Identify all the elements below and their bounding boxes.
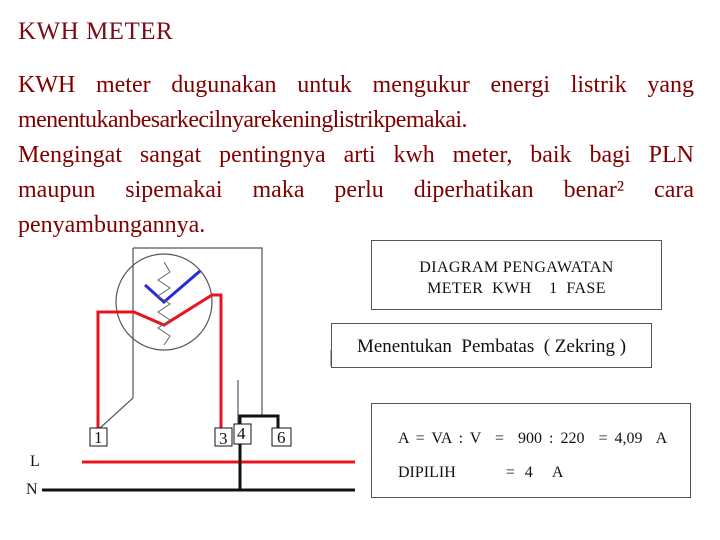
terminal-3-label: 3 (219, 429, 228, 448)
calculation-box (371, 403, 691, 498)
paragraph-line-4: maupun sipemakai maka perlu diperhatikan benar² cara (18, 177, 694, 203)
terminal-block (90, 424, 291, 446)
terminal-6-label: 6 (277, 428, 286, 447)
fuse-text: Menentukan Pembatas ( Zekring ) (356, 336, 627, 357)
fuse-box (331, 323, 652, 368)
calculation-result: DIPILIH = 4 A (398, 464, 564, 481)
live-line-label: L (30, 453, 40, 470)
terminal-1-label: 1 (94, 428, 103, 447)
terminal-4-label: 4 (237, 424, 246, 443)
diagram-title-line-1: DIAGRAM PENGAWATAN (419, 259, 614, 276)
black-wiring (42, 416, 355, 490)
coil (145, 262, 200, 345)
paragraph-line-2: menentukanbesarkecilnyarekeninglistrikpemakai. (18, 107, 467, 133)
diagram-title-line-2: METER KWH 1 FASE (427, 280, 606, 297)
paragraph-line-3: Mengingat sangat pentingnya arti kwh meter, baik bagi PLN (18, 142, 694, 168)
calculation-formula: A = VA : V = 900 : 220 = 4,09 A (398, 430, 668, 447)
page-title: KWH METER (18, 18, 174, 45)
paragraph-line-1: KWH meter dugunakan untuk mengukur energi listrik yang (18, 72, 694, 98)
neutral-line-label: N (26, 481, 38, 498)
paragraph-line-5: penyambungannya. (18, 212, 206, 238)
diagram-title-box (371, 240, 662, 310)
